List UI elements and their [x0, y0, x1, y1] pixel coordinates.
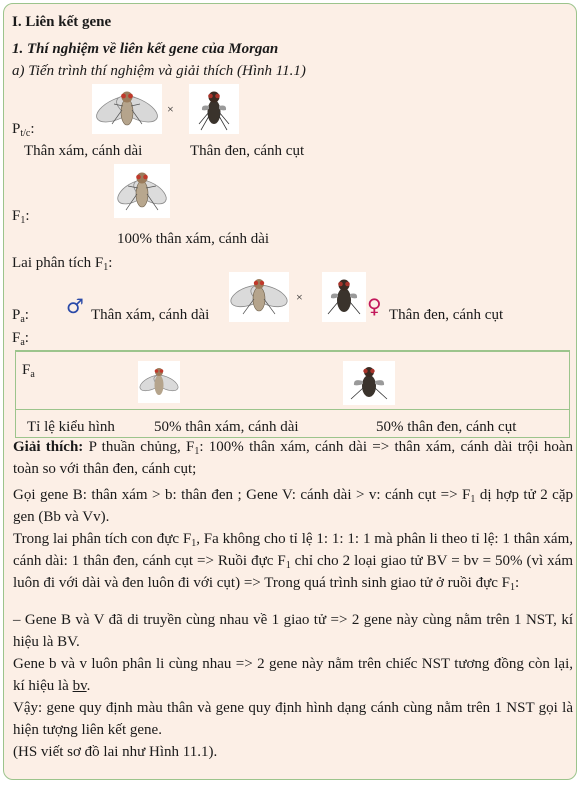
- content-card: [3, 3, 577, 780]
- testcross-line: Lai phân tích $F_1$:: [12, 255, 113, 273]
- explanation-paragraph-6: Vậy: gene quy định màu thân và gene quy định hình dạng cánh cùng nằm trên 1 NST gọi là hiện tượng liên kết gene.: [13, 700, 573, 738]
- gray-long-wing-fly-image: [92, 84, 162, 134]
- fa-label: $F_a$:: [12, 330, 29, 348]
- f1-caption: 100% thân xám, cánh dài: [117, 231, 270, 247]
- explanation-paragraph-7: (HS viết sơ đồ lai như Hình 11.1).: [13, 744, 218, 760]
- f1-label: $F_1$:: [12, 208, 30, 226]
- pa-male-gray-long-wing-fly-image: [229, 272, 289, 322]
- fa-table-row-label: Tỉ lệ kiểu hình: [27, 419, 115, 435]
- female-symbol-icon: ♀: [367, 294, 382, 318]
- f1-gray-long-wing-fly-image: [114, 164, 170, 218]
- black-vestigial-fly-image: [189, 84, 239, 134]
- pa-label: $P_a$:: [12, 307, 29, 325]
- male-symbol-icon: ♂: [66, 294, 84, 318]
- ptc-label: $P_{t/c}$:: [12, 121, 35, 139]
- fa-table-divider: [16, 409, 569, 410]
- fa-table-header: $F_a$: [22, 362, 35, 380]
- part-title: a) Tiến trình thí nghiệm và giải thích (Hình 11.1): [12, 63, 306, 79]
- pa-cross-symbol: ×: [296, 290, 303, 304]
- pa-female-caption: Thân đen, cánh cụt: [389, 307, 504, 323]
- fa-black-vestigial-fly-image: [343, 361, 395, 405]
- fa-result-table: [15, 350, 570, 438]
- fa-table-col1-value: 50% thân xám, cánh dài: [154, 419, 299, 435]
- section-title: I. Liên kết gene: [12, 14, 112, 30]
- explanation-paragraph-4: – Gene B và V đã di truyền cùng nhau về 1 giao tử => 2 gene này cùng nằm trên 1 NST, kí hiệu là BV.: [13, 612, 573, 650]
- pa-female-black-vestigial-fly-image: [322, 272, 366, 322]
- ptc-left-caption: Thân xám, cánh dài: [24, 143, 143, 159]
- explanation-paragraph-1: Giải thích: P thuần chủng, $F_1$: 100% thân xám, cánh dài => thân xám, cánh dài trội hoàn toàn so với thân đen, cánh cụt;: [13, 439, 573, 477]
- subsection-title: 1. Thí nghiệm về liên kết gene của Morgan: [12, 41, 279, 57]
- fa-table-col2-value: 50% thân đen, cánh cụt: [376, 419, 517, 435]
- explanation-paragraph-3: Trong lai phân tích con đực $F_1$, Fa không cho tỉ lệ 1: 1: 1: 1 mà phân li theo tỉ lệ: 1 thân xám, cánh dài: 1 thân đen, cánh cụt => Ruồi đực $F_1$ chỉ cho 2 loại giao tử BV = bv = 50% (vì xám luôn đi với dài và đen luôn đi với cụt) => Trong quá trình sinh giao tử ở ruồi đực $F_1$:: [13, 531, 573, 593]
- explanation-paragraph-5: Gene b và v luôn phân li cùng nhau => 2 gene này nằm trên chiếc NST tương đồng còn lại, kí hiệu là bv.: [13, 656, 573, 694]
- explanation-paragraph-2: Gọi gene B: thân xám > b: thân đen ; Gene V: cánh dài > v: cánh cụt => $F_1$ dị hợp tử 2 cặp gen (Bb và Vv).: [13, 487, 573, 525]
- ptc-right-caption: Thân đen, cánh cụt: [190, 143, 305, 159]
- fa-gray-long-wing-fly-image: [138, 361, 180, 403]
- pa-male-caption: Thân xám, cánh dài: [91, 307, 210, 323]
- cross-symbol: ×: [167, 102, 174, 116]
